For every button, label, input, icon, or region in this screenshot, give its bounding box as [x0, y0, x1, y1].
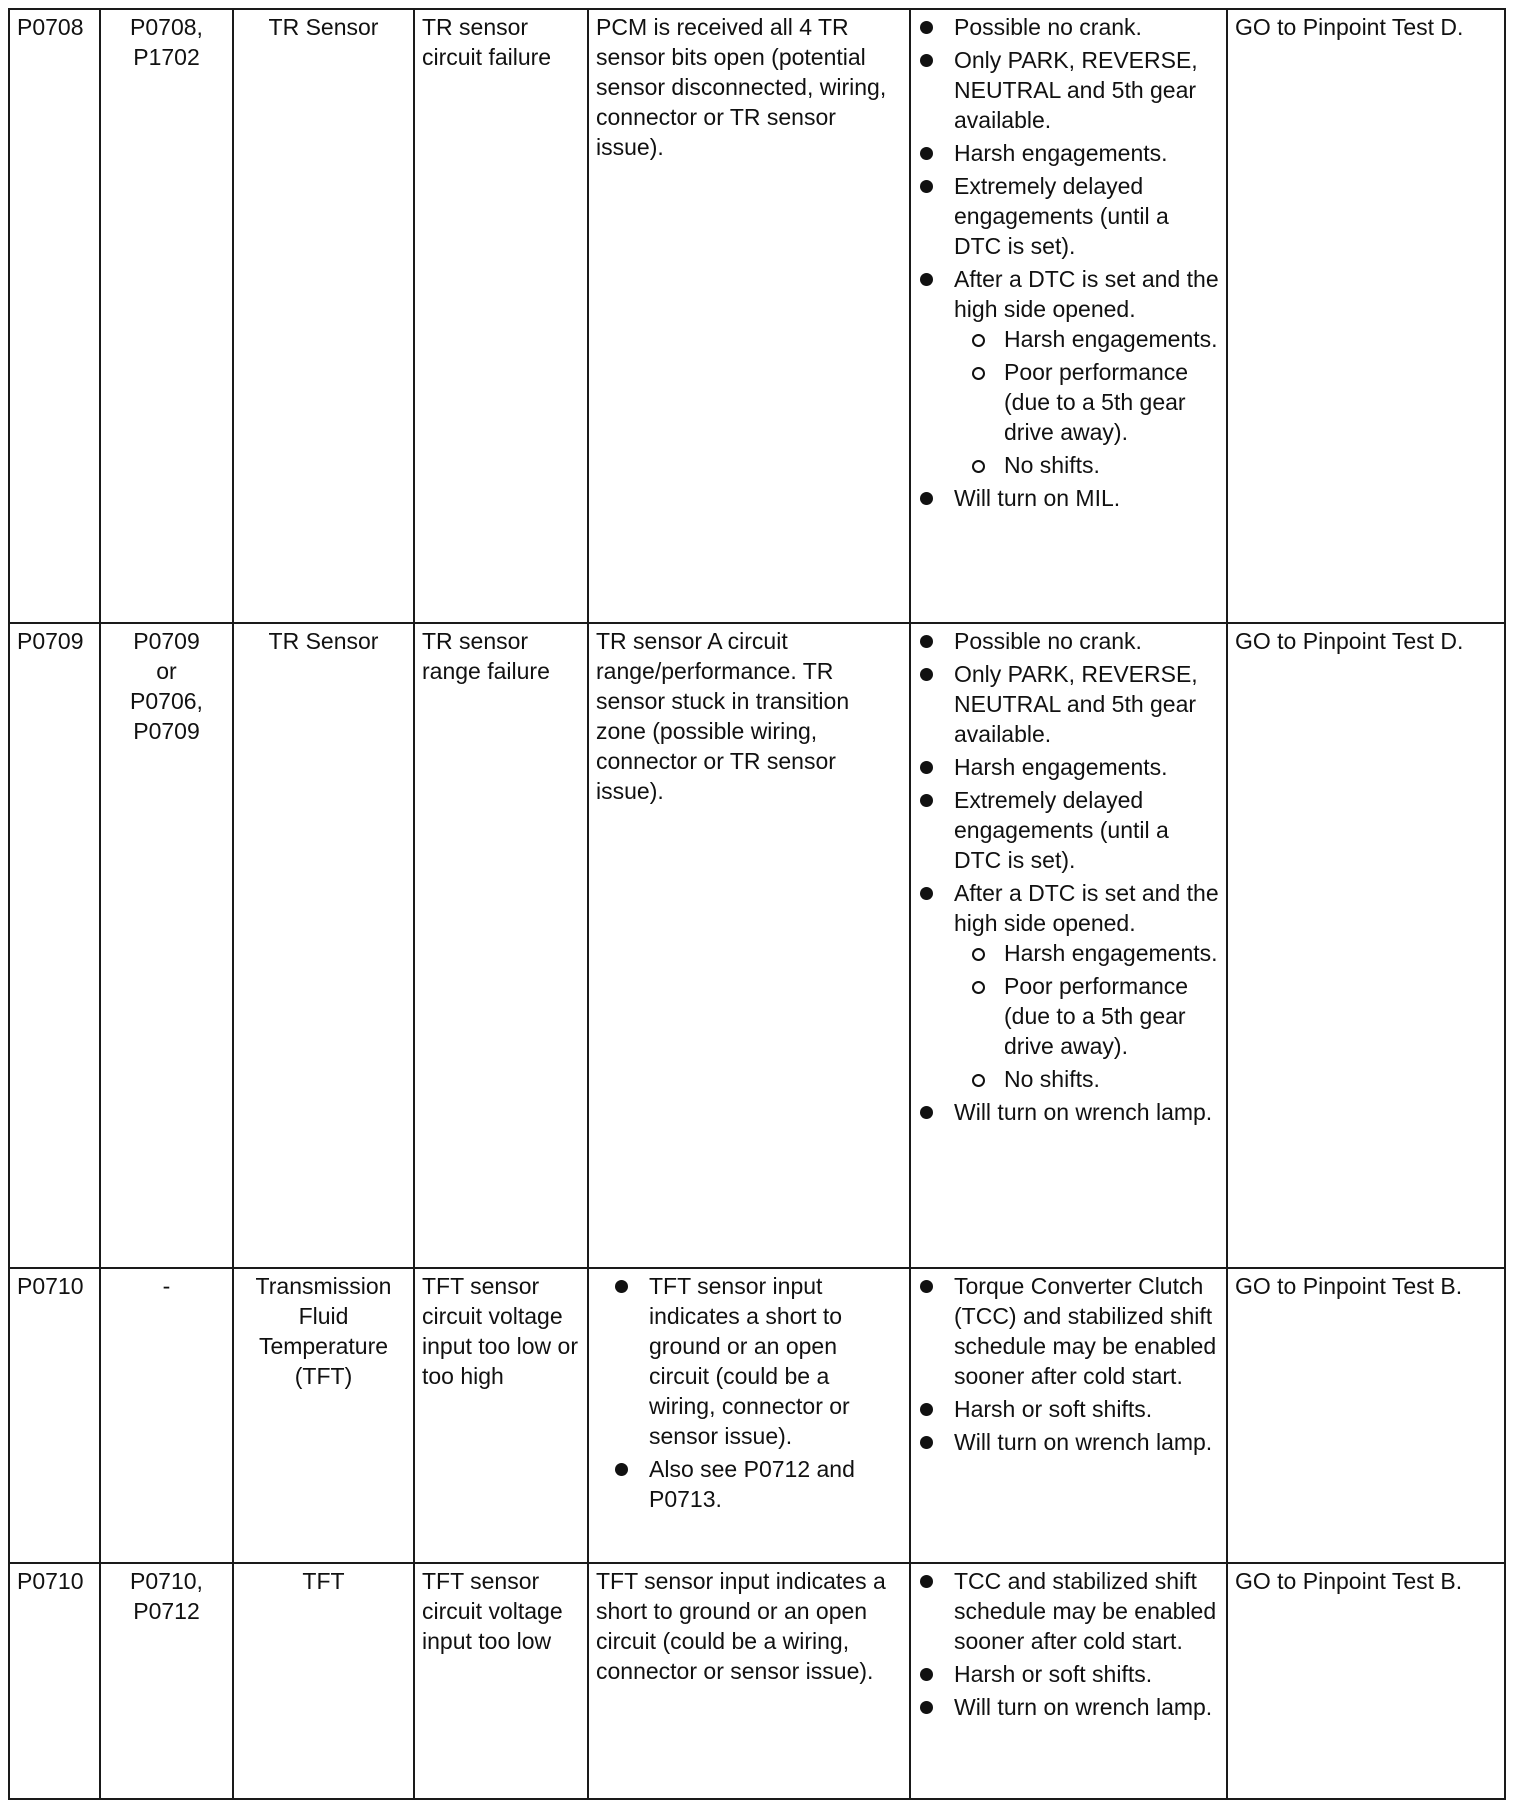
list-item: Poor performance (due to a 5th gear drive away). — [968, 971, 1219, 1061]
table-row — [9, 623, 1505, 1268]
list-item: Harsh engagements. — [968, 324, 1219, 354]
symptom-list — [918, 1566, 1219, 1722]
circle-bullet-icon — [972, 367, 985, 380]
description-cell: TR sensor circuit failure — [414, 9, 588, 623]
condition-list — [613, 1271, 902, 1514]
symptom-list — [918, 1271, 1219, 1457]
bullet-icon — [920, 635, 933, 648]
bullet-icon — [920, 668, 933, 681]
related-code: P0708, P1702 — [130, 14, 203, 70]
table-row — [9, 1268, 1505, 1563]
related-codes-cell — [100, 9, 233, 623]
table-row — [9, 9, 1505, 623]
list-item: TFT sensor input indicates a short to ground or an open circuit (could be a wiring, connector or sensor issue). — [613, 1271, 902, 1451]
component-cell: TR Sensor — [233, 623, 414, 1268]
bullet-icon — [920, 1106, 933, 1119]
list-item: Will turn on MIL. — [918, 483, 1219, 513]
dtc-code-cell: P0708 — [9, 9, 100, 623]
bullet-icon — [615, 1463, 628, 1476]
condition-cell: PCM is received all 4 TR sensor bits open (potential sensor disconnected, wiring, connector or TR sensor issue). — [588, 9, 910, 623]
dtc-table — [8, 8, 1506, 1800]
related-code: P0710, P0712 — [130, 1568, 203, 1624]
bullet-icon — [920, 887, 933, 900]
list-item: Only PARK, REVERSE, NEUTRAL and 5th gear available. — [918, 45, 1219, 135]
list-item: Harsh engagements. — [918, 752, 1219, 782]
bullet-icon — [920, 147, 933, 160]
symptoms-cell — [910, 623, 1227, 1268]
list-item: Extremely delayed engagements (until a DTC is set). — [918, 785, 1219, 875]
list-item: Only PARK, REVERSE, NEUTRAL and 5th gear available. — [918, 659, 1219, 749]
list-item: Will turn on wrench lamp. — [918, 1692, 1219, 1722]
action-cell: GO to Pinpoint Test D. — [1227, 623, 1505, 1268]
list-item: Poor performance (due to a 5th gear drive away). — [968, 357, 1219, 447]
action-cell: GO to Pinpoint Test B. — [1227, 1563, 1505, 1799]
list-item: Possible no crank. — [918, 626, 1219, 656]
related-code: - — [162, 1273, 171, 1299]
bullet-icon — [920, 1403, 933, 1416]
sub-symptom-list — [954, 324, 1219, 480]
list-item: Extremely delayed engagements (until a DTC is set). — [918, 171, 1219, 261]
list-item: After a DTC is set and the high side opened. Harsh engagements. Poor performance (due to a 5th gear drive away). No shifts. — [918, 878, 1219, 1094]
symptom-list — [918, 12, 1219, 513]
bullet-icon — [920, 1668, 933, 1681]
bullet-icon — [615, 1280, 628, 1293]
component-cell: TFT — [233, 1563, 414, 1799]
action-cell: GO to Pinpoint Test D. — [1227, 9, 1505, 623]
bullet-icon — [920, 1575, 933, 1588]
description-cell: TR sensor range failure — [414, 623, 588, 1268]
circle-bullet-icon — [972, 334, 985, 347]
list-item: Will turn on wrench lamp. — [918, 1097, 1219, 1127]
component-cell: TR Sensor — [233, 9, 414, 623]
list-item: Possible no crank. — [918, 12, 1219, 42]
bullet-icon — [920, 180, 933, 193]
bullet-icon — [920, 492, 933, 505]
bullet-icon — [920, 54, 933, 67]
related-codes-cell — [100, 1563, 233, 1799]
related-codes-cell — [100, 1268, 233, 1563]
symptoms-cell — [910, 1563, 1227, 1799]
related-code: P0709 or P0706, P0709 — [130, 628, 203, 744]
list-item: Harsh or soft shifts. — [918, 1659, 1219, 1689]
dtc-code-cell: P0710 — [9, 1268, 100, 1563]
dtc-code-cell: P0709 — [9, 623, 100, 1268]
list-item: Also see P0712 and P0713. — [613, 1454, 902, 1514]
description-cell: TFT sensor circuit voltage input too low — [414, 1563, 588, 1799]
list-item: No shifts. — [968, 450, 1219, 480]
description-cell: TFT sensor circuit voltage input too low or too high — [414, 1268, 588, 1563]
related-codes-cell — [100, 623, 233, 1268]
dtc-code-cell: P0710 — [9, 1563, 100, 1799]
list-item: Will turn on wrench lamp. — [918, 1427, 1219, 1457]
list-item: TCC and stabilized shift schedule may be enabled sooner after cold start. — [918, 1566, 1219, 1656]
circle-bullet-icon — [972, 981, 985, 994]
bullet-icon — [920, 273, 933, 286]
list-item: Harsh engagements. — [918, 138, 1219, 168]
bullet-icon — [920, 1436, 933, 1449]
action-cell: GO to Pinpoint Test B. — [1227, 1268, 1505, 1563]
symptoms-cell — [910, 1268, 1227, 1563]
symptoms-cell — [910, 9, 1227, 623]
list-item: After a DTC is set and the high side opened. Harsh engagements. Poor performance (due to a 5th gear drive away). No shifts. — [918, 264, 1219, 480]
bullet-icon — [920, 1280, 933, 1293]
table-row — [9, 1563, 1505, 1799]
list-item: Torque Converter Clutch (TCC) and stabilized shift schedule may be enabled sooner after cold start. — [918, 1271, 1219, 1391]
circle-bullet-icon — [972, 1074, 985, 1087]
bullet-icon — [920, 794, 933, 807]
circle-bullet-icon — [972, 460, 985, 473]
bullet-icon — [920, 1701, 933, 1714]
condition-cell — [588, 1268, 910, 1563]
list-item: Harsh or soft shifts. — [918, 1394, 1219, 1424]
component-cell: Transmission Fluid Temperature (TFT) — [233, 1268, 414, 1563]
bullet-icon — [920, 761, 933, 774]
list-item: No shifts. — [968, 1064, 1219, 1094]
list-item: Harsh engagements. — [968, 938, 1219, 968]
condition-cell: TFT sensor input indicates a short to ground or an open circuit (could be a wiring, connector or sensor issue). — [588, 1563, 910, 1799]
condition-cell: TR sensor A circuit range/performance. TR sensor stuck in transition zone (possible wiring, connector or TR sensor issue). — [588, 623, 910, 1268]
symptom-list — [918, 626, 1219, 1127]
sub-symptom-list — [954, 938, 1219, 1094]
circle-bullet-icon — [972, 948, 985, 961]
bullet-icon — [920, 21, 933, 34]
